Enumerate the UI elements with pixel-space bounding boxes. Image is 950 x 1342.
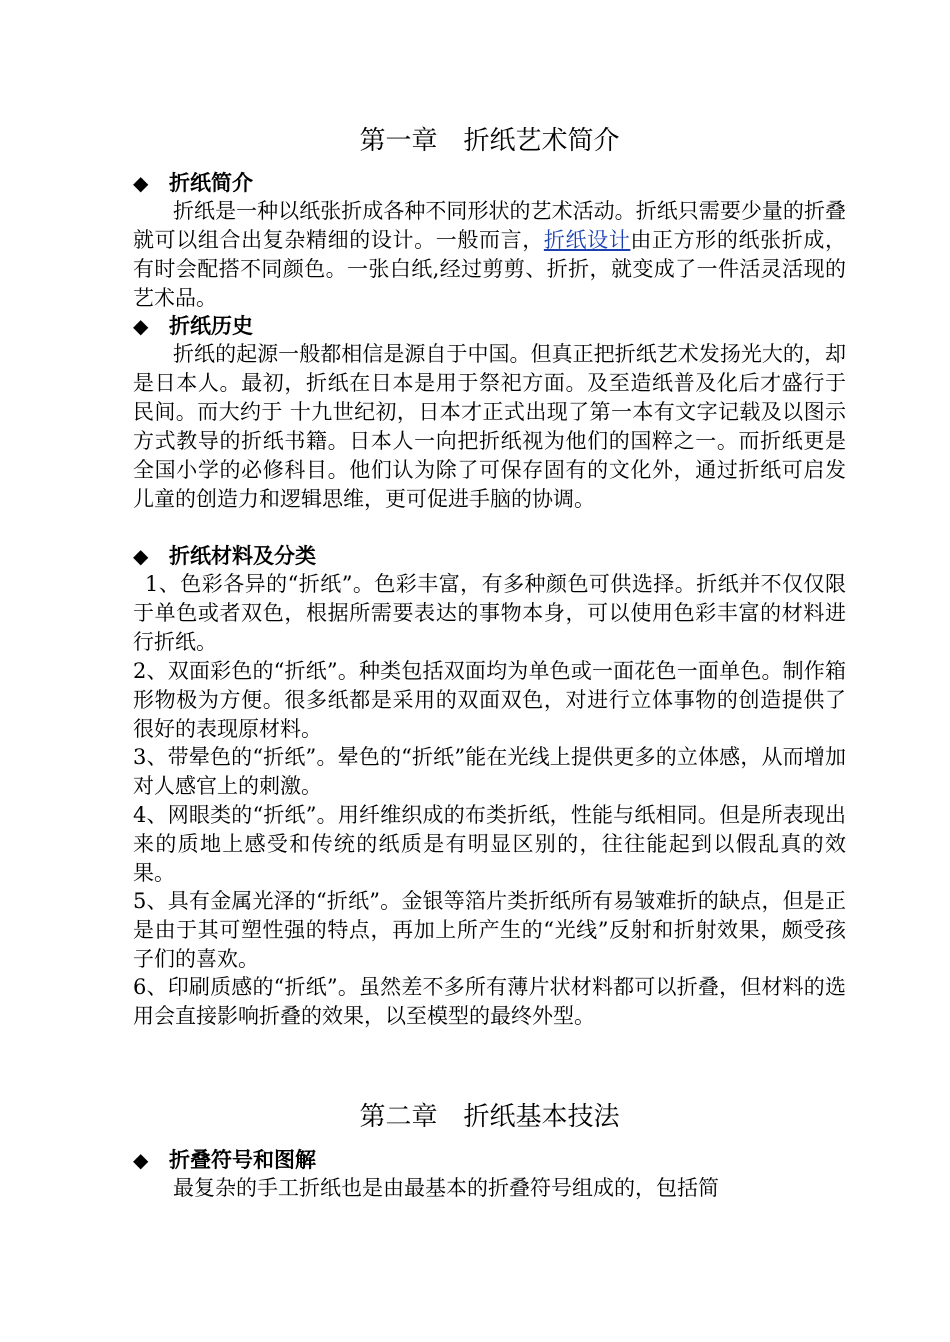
material-item-5: 5、具有金属光泽的“折纸”。金银等箔片类折纸所有易皱难折的缺点，但是正是由于其可塑性强的特点，再加上所产生的“光线”反射和折射效果，颇受孩子们的喜欢。	[133, 889, 846, 971]
section-heading-symbols	[133, 1146, 316, 1174]
material-item-4: 4、网眼类的“折纸”。用纤维织成的布类折纸，性能与纸相同。但是所表现出来的质地上感受和传统的纸质是有明显区别的，往往能起到以假乱真的效果。	[133, 803, 846, 885]
material-item-2: 2、双面彩色的“折纸”。种类包括双面均为单色或一面花色一面单色。制作箱形物极为方便。很多纸都是采用的双面双色，对进行立体事物的创造提供了很好的表现原材料。	[133, 659, 846, 741]
section-heading-text: 折纸材料及分类	[169, 544, 316, 568]
diamond-bullet-icon: ◆	[133, 544, 149, 568]
paragraph-symbols: 最复杂的手工折纸也是由最基本的折叠符号组成的，包括简	[173, 1176, 719, 1200]
chapter-1-title: 第一章 折纸艺术简介	[359, 126, 620, 156]
section-heading-text: 折纸简介	[169, 171, 253, 195]
chapter-2-title: 第二章 折纸基本技法	[359, 1102, 620, 1132]
diamond-bullet-icon: ◆	[133, 171, 149, 195]
material-item-1: 1、色彩各异的“折纸”。色彩丰富，有多种颜色可供选择。折纸并不仅仅限于单色或者双色，根据所需要表达的事物本身，可以使用色彩丰富的材料进行折纸。	[133, 572, 846, 654]
paragraph-history: 折纸的起源一般都相信是源自于中国。但真正把折纸艺术发扬光大的，却是日本人。最初，折纸在日本是用于祭祀方面。及至造纸普及化后才盛行于民间。而大约于 十九世纪初，日本才正式出现了第一本有文字记载及以图示方式教导的折纸书籍。日本人一向把折纸视为他们的国粹之一。而折纸更是全国小学的必修科目。他们认为除了可保存固有的文化外，通过折纸可启发儿童的创造力和逻辑思维，更可促进手脑的协调。	[133, 342, 846, 511]
material-item-6: 6、印刷质感的“折纸”。虽然差不多所有薄片状材料都可以折叠，但材料的选用会直接影响折叠的效果，以至模型的最终外型。	[133, 975, 846, 1028]
section-heading-materials	[133, 542, 316, 570]
origami-design-link[interactable]: 折纸设计	[543, 228, 631, 252]
paragraph-intro: 折纸是一种以纸张折成各种不同形状的艺术活动。折纸只需要少量的折叠就可以组合出复杂精细的设计。一般而言，折纸设计由正方形的纸张折成，有时会配搭不同颜色。一张白纸,经过剪剪、折折，就变成了一件活灵活现的艺术品。	[133, 199, 846, 310]
diamond-bullet-icon: ◆	[133, 314, 149, 338]
section-heading-intro	[133, 169, 253, 197]
section-heading-history	[133, 312, 253, 340]
section-heading-text: 折纸历史	[169, 314, 253, 338]
diamond-bullet-icon: ◆	[133, 1148, 149, 1172]
material-item-3: 3、带晕色的“折纸”。晕色的“折纸”能在光线上提供更多的立体感，从而增加对人感官上的刺激。	[133, 745, 846, 798]
section-heading-text: 折叠符号和图解	[169, 1148, 316, 1172]
